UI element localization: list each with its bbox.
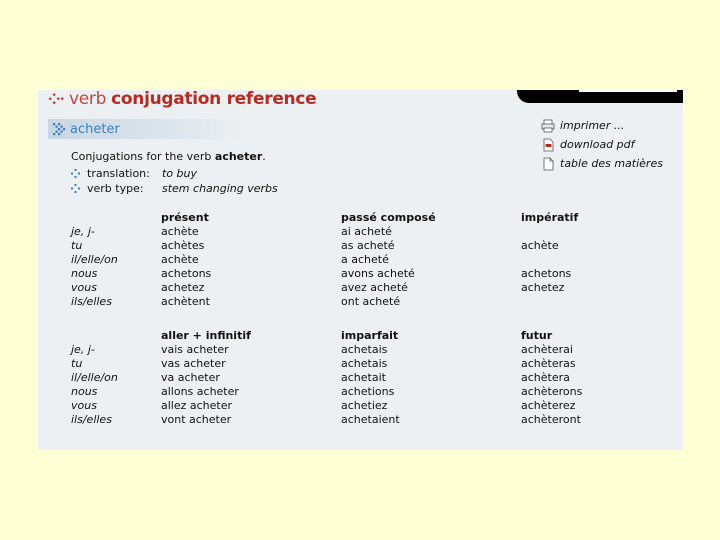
document-icon xyxy=(541,157,555,171)
diamond-logo-icon xyxy=(48,92,65,106)
intro-suffix: . xyxy=(262,150,266,163)
header-title: conjugation reference xyxy=(111,90,317,109)
column-header: impératif xyxy=(521,211,579,224)
form-cell: va acheter xyxy=(161,371,220,384)
pronoun-cell: il/elle/on xyxy=(71,371,118,384)
header-verb-text: verb xyxy=(69,90,107,109)
pronoun-cell: vous xyxy=(71,399,97,412)
pronoun-cell: ils/elles xyxy=(71,295,112,308)
column-header: aller + infinitif xyxy=(161,329,251,342)
printer-icon xyxy=(541,119,555,133)
intro-prefix: Conjugations for the verb xyxy=(71,150,215,163)
form-cell: achèteront xyxy=(521,413,581,426)
verb-type-label: verb type: xyxy=(87,182,144,195)
form-cell: achète xyxy=(161,253,199,266)
form-cell: achèterons xyxy=(521,385,583,398)
translation-value: to buy xyxy=(162,167,198,180)
action-links xyxy=(541,116,663,173)
pronoun-cell: tu xyxy=(71,357,83,370)
intro-sentence xyxy=(71,150,266,163)
diamond-bullet-icon xyxy=(71,169,80,178)
pronoun-cell: je, j- xyxy=(71,343,95,356)
form-cell: as acheté xyxy=(341,239,395,252)
form-cell: achèterai xyxy=(521,343,573,356)
column-header: présent xyxy=(161,211,209,224)
form-cell: achetions xyxy=(341,385,395,398)
pronoun-cell: il/elle/on xyxy=(71,253,118,266)
verb-subheading xyxy=(48,119,248,139)
form-cell: allons acheter xyxy=(161,385,239,398)
form-cell: achèterez xyxy=(521,399,576,412)
pronoun-cell: nous xyxy=(71,385,98,398)
form-cell: avons acheté xyxy=(341,267,415,280)
form-cell: avez acheté xyxy=(341,281,408,294)
print-link-label: imprimer ... xyxy=(560,119,625,132)
pronoun-cell: vous xyxy=(71,281,97,294)
column-header: passé composé xyxy=(341,211,436,224)
form-cell: achète xyxy=(161,225,199,238)
form-cell: achèteras xyxy=(521,357,576,370)
print-link[interactable] xyxy=(541,116,663,135)
pronoun-cell: tu xyxy=(71,239,83,252)
diamond-bullet-icon xyxy=(71,184,80,193)
site-header xyxy=(48,90,316,109)
form-cell: achetons xyxy=(521,267,572,280)
form-cell: a acheté xyxy=(341,253,389,266)
column-header: futur xyxy=(521,329,553,342)
pronoun-cell: ils/elles xyxy=(71,413,112,426)
form-cell: achetaient xyxy=(341,413,400,426)
download-pdf-link[interactable] xyxy=(541,135,663,154)
form-cell: vais acheter xyxy=(161,343,229,356)
form-cell: achetons xyxy=(161,267,212,280)
form-cell: achètes xyxy=(161,239,205,252)
verb-type-line xyxy=(71,182,278,195)
double-chevron-icon xyxy=(52,121,66,137)
form-cell: achetez xyxy=(521,281,565,294)
verb-title: acheter xyxy=(70,121,120,137)
translation-line xyxy=(71,167,197,180)
form-cell: achètent xyxy=(161,295,210,308)
pdf-document-icon xyxy=(541,138,555,152)
form-cell: ont acheté xyxy=(341,295,401,308)
table-of-contents-link[interactable] xyxy=(541,154,663,173)
top-right-bar xyxy=(517,90,683,103)
conjugation-panel xyxy=(38,90,683,450)
column-header: imparfait xyxy=(341,329,399,342)
form-cell: vas acheter xyxy=(161,357,226,370)
download-pdf-label: download pdf xyxy=(560,138,635,151)
form-cell: achetez xyxy=(161,281,205,294)
form-cell: achetait xyxy=(341,371,386,384)
translation-label: translation: xyxy=(87,167,150,180)
form-cell: ai acheté xyxy=(341,225,392,238)
form-cell: achetais xyxy=(341,343,388,356)
form-cell: achetiez xyxy=(341,399,388,412)
intro-verb: acheter xyxy=(214,150,263,163)
pronoun-cell: je, j- xyxy=(71,225,95,238)
form-cell: achète xyxy=(521,239,559,252)
form-cell: achetais xyxy=(341,357,388,370)
form-cell: allez acheter xyxy=(161,399,233,412)
form-cell: vont acheter xyxy=(161,413,232,426)
pronoun-cell: nous xyxy=(71,267,98,280)
table-of-contents-label: table des matières xyxy=(560,157,663,170)
verb-type-value: stem changing verbs xyxy=(162,182,278,195)
form-cell: achètera xyxy=(521,371,570,384)
